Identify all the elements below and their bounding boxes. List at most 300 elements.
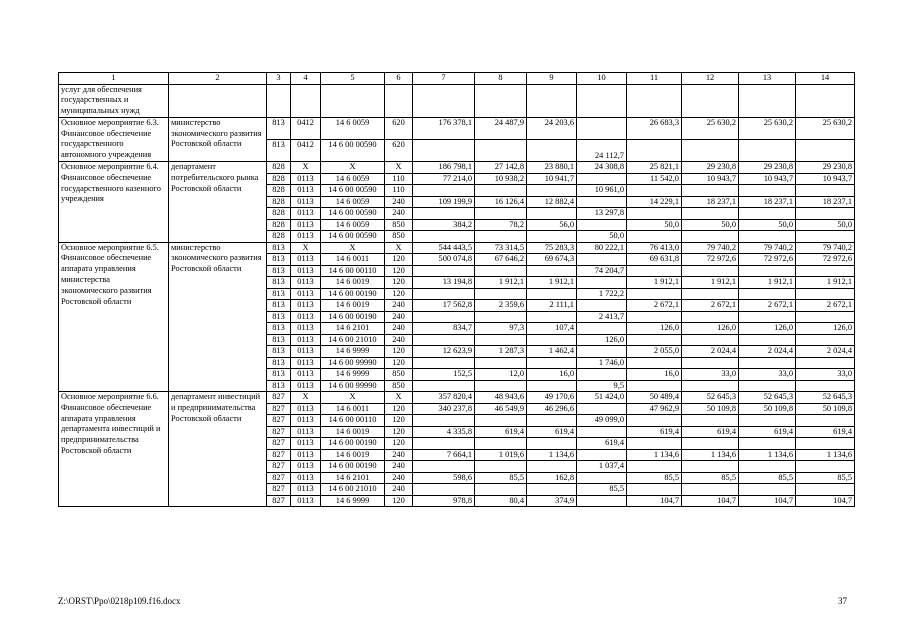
table-cell: 374,9 [527,495,577,507]
table-cell [627,311,682,323]
empty-cell [739,84,796,117]
table-cell: 85,5 [796,472,855,484]
table-cell [739,231,796,243]
table-cell: 51 424,0 [577,392,627,404]
table-cell: X [385,392,413,404]
table-cell: 14 6 00 99990 [321,380,385,392]
table-cell: 52 645,3 [682,392,739,404]
table-cell: 619,4 [527,426,577,438]
table-cell [796,357,855,369]
table-cell: 0113 [291,380,321,392]
table-cell: 850 [385,369,413,381]
column-number: 4 [291,73,321,85]
table-cell: 240 [385,196,413,208]
table-cell [682,415,739,427]
table-cell: 126,0 [682,323,739,335]
table-cell: 10 943,7 [796,173,855,185]
empty-cell [627,84,682,117]
table-cell [627,288,682,300]
table-cell [796,484,855,496]
table-cell: 52 645,3 [739,392,796,404]
table-cell [739,185,796,197]
table-cell [627,208,682,220]
table-cell: 620 [385,139,413,161]
responsible-executor: министерство экономического развития Ростовской области [169,242,267,392]
table-cell [627,415,682,427]
table-cell: 110 [385,173,413,185]
table-cell: 0113 [291,346,321,358]
table-cell [739,484,796,496]
empty-cell [413,84,475,117]
table-cell: 14 229,1 [627,196,682,208]
table-cell: 828 [267,208,291,220]
table-cell [627,461,682,473]
table-cell: 33,0 [682,369,739,381]
table-cell [682,484,739,496]
table-cell [475,265,527,277]
table-cell: 813 [267,277,291,289]
table-cell: 0113 [291,231,321,243]
table-cell: 10 938,2 [475,173,527,185]
table-cell: 2 672,1 [682,300,739,312]
table-cell: 827 [267,438,291,450]
table-cell [796,185,855,197]
table-cell [739,288,796,300]
table-cell: 85,5 [682,472,739,484]
table-cell: 0113 [291,173,321,185]
table-cell [413,380,475,392]
table-cell: 340 237,8 [413,403,475,415]
table-cell [475,334,527,346]
table-cell: 14 6 00 00190 [321,311,385,323]
table-cell: 0113 [291,415,321,427]
table-cell: 12 882,4 [527,196,577,208]
table-cell: 4 335,8 [413,426,475,438]
table-cell: 72 972,6 [739,254,796,266]
table-cell: 0113 [291,484,321,496]
table-cell: 120 [385,357,413,369]
table-cell: 813 [267,311,291,323]
table-cell: 0113 [291,196,321,208]
table-cell: 13 297,8 [577,208,627,220]
table-cell [577,300,627,312]
table-cell [796,139,855,161]
table-cell: 24 308,8 [577,162,627,174]
table-cell: 0113 [291,495,321,507]
table-cell [739,265,796,277]
table-cell: 813 [267,357,291,369]
table-cell: 2 111,1 [527,300,577,312]
table-cell [577,219,627,231]
table-cell: 24 203,6 [527,117,577,139]
table-cell: 11 542,0 [627,173,682,185]
table-cell: 813 [267,334,291,346]
table-cell: 75 283,3 [527,242,577,254]
column-number: 9 [527,73,577,85]
table-cell [796,415,855,427]
table-cell: 828 [267,219,291,231]
table-cell: 0113 [291,323,321,335]
table-cell: 14 6 00 00110 [321,265,385,277]
table-cell [796,311,855,323]
table-cell: 1 134,6 [796,449,855,461]
column-number: 3 [267,73,291,85]
table-cell: 107,4 [527,323,577,335]
table-cell: 813 [267,380,291,392]
column-number: 14 [796,73,855,85]
table-cell: 76 413,0 [627,242,682,254]
table-cell: 14 6 00 00590 [321,231,385,243]
table-cell: 620 [385,117,413,139]
table-cell [413,357,475,369]
column-number: 12 [682,73,739,85]
table-cell: 619,4 [796,426,855,438]
table-cell [796,380,855,392]
table-cell: 14 6 00 99990 [321,357,385,369]
table-cell: 26 683,3 [627,117,682,139]
table-cell: 80,4 [475,495,527,507]
table-cell: 14 6 00 00590 [321,185,385,197]
table-cell: 126,0 [739,323,796,335]
table-cell [475,185,527,197]
table-cell [577,277,627,289]
table-cell [413,139,475,161]
table-cell [739,461,796,473]
table-cell [577,426,627,438]
table-cell: 14 6 0019 [321,449,385,461]
table-cell [527,357,577,369]
table-cell: 152,5 [413,369,475,381]
table-cell: 813 [267,242,291,254]
table-cell [796,438,855,450]
column-number: 11 [627,73,682,85]
table-cell: 74 204,7 [577,265,627,277]
table-cell: 813 [267,117,291,139]
table-cell: 7 664,1 [413,449,475,461]
table-cell [475,484,527,496]
table-cell [527,484,577,496]
table-cell: 0113 [291,219,321,231]
table-cell [527,265,577,277]
table-cell [527,185,577,197]
empty-cell [385,84,413,117]
table-cell: 16,0 [527,369,577,381]
table-cell: 828 [267,162,291,174]
table-cell [413,484,475,496]
table-cell: 25 821,1 [627,162,682,174]
table-cell: 14 6 9999 [321,346,385,358]
empty-cell [475,84,527,117]
table-cell: 85,5 [577,484,627,496]
table-cell [527,231,577,243]
empty-cell [796,84,855,117]
table-cell [627,380,682,392]
table-cell [475,288,527,300]
table-cell: 1 134,6 [682,449,739,461]
table-cell: 72 972,6 [796,254,855,266]
table-cell [627,185,682,197]
table-cell: 120 [385,254,413,266]
table-cell: 0412 [291,117,321,139]
column-number: 13 [739,73,796,85]
table-cell: 79 740,2 [682,242,739,254]
table-cell: 14 6 9999 [321,495,385,507]
table-cell: 9,5 [577,380,627,392]
table-cell: 79 740,2 [739,242,796,254]
table-cell: 0113 [291,449,321,461]
table-cell: 50,0 [739,219,796,231]
table-cell: 85,5 [627,472,682,484]
column-number: 5 [321,73,385,85]
table-cell: 104,7 [796,495,855,507]
table-cell: 110 [385,185,413,197]
table-cell: 14 6 00 00190 [321,288,385,300]
table-cell [475,438,527,450]
table-cell: 0113 [291,357,321,369]
table-cell [413,415,475,427]
table-cell: 0113 [291,288,321,300]
table-cell [577,196,627,208]
table-cell [475,231,527,243]
table-cell [682,357,739,369]
table-cell [475,139,527,161]
table-cell [413,334,475,346]
table-cell [527,288,577,300]
table-row [59,242,855,254]
empty-cell [682,84,739,117]
table-cell: 97,3 [475,323,527,335]
table-cell [682,311,739,323]
table-cell: X [321,242,385,254]
footer-file-path: Z:\ORST\Ppo\0218p109.f16.docx [58,596,181,606]
table-cell: 23 880,1 [527,162,577,174]
table-cell: 240 [385,311,413,323]
table-cell [739,380,796,392]
table-cell: 25 630,2 [682,117,739,139]
table-cell: X [291,242,321,254]
empty-cell [527,84,577,117]
table-cell: 619,4 [739,426,796,438]
table-cell: 0113 [291,300,321,312]
table-cell [682,438,739,450]
table-cell: 16 126,4 [475,196,527,208]
table-cell: 2 024,4 [796,346,855,358]
table-cell: 120 [385,265,413,277]
table-cell: 0113 [291,254,321,266]
table-cell: 104,7 [682,495,739,507]
table-cell: 10 941,7 [527,173,577,185]
table-cell: 0113 [291,403,321,415]
table-cell: X [321,162,385,174]
table-row [59,162,855,174]
table-cell: 1 019,6 [475,449,527,461]
table-cell: 240 [385,334,413,346]
table-cell: 14 6 0019 [321,277,385,289]
table-cell: 16,0 [627,369,682,381]
table-cell: 120 [385,426,413,438]
table-cell: 1 746,0 [577,357,627,369]
table-cell: 52 645,3 [796,392,855,404]
table-cell: 2 672,1 [627,300,682,312]
budget-table [58,72,855,507]
column-number: 1 [59,73,169,85]
table-cell: 10 943,7 [739,173,796,185]
table-cell: X [291,162,321,174]
table-cell: 827 [267,484,291,496]
table-cell: 46 549,9 [475,403,527,415]
table-cell [413,288,475,300]
table-cell: 813 [267,323,291,335]
table-cell: 69 674,3 [527,254,577,266]
table-cell: 14 6 2101 [321,472,385,484]
table-cell: 813 [267,254,291,266]
table-cell: 46 296,6 [527,403,577,415]
table-cell: 29 230,8 [682,162,739,174]
table-cell [413,231,475,243]
table-cell [577,117,627,139]
table-cell: 24 112,7 [577,139,627,161]
table-cell: 104,7 [739,495,796,507]
table-cell [577,346,627,358]
table-cell: 619,4 [577,438,627,450]
table-cell: 240 [385,300,413,312]
table-cell [475,208,527,220]
table-cell [739,311,796,323]
table-cell [413,438,475,450]
table-cell: 47 962,9 [627,403,682,415]
table-cell: 12 623,9 [413,346,475,358]
table-cell: 14 6 0059 [321,117,385,139]
column-number: 8 [475,73,527,85]
table-cell: 2 672,1 [739,300,796,312]
table-cell: 240 [385,484,413,496]
table-cell [527,139,577,161]
table-cell: 1 134,6 [739,449,796,461]
table-cell: 978,8 [413,495,475,507]
table-cell: 29 230,8 [796,162,855,174]
table-cell: 126,0 [577,334,627,346]
table-cell [527,461,577,473]
table-cell [577,254,627,266]
table-cell: 544 443,5 [413,242,475,254]
table-cell: 77 214,0 [413,173,475,185]
table-cell: 827 [267,495,291,507]
table-cell [475,380,527,392]
empty-cell [291,84,321,117]
table-cell [527,415,577,427]
table-cell: 14 6 00 21010 [321,484,385,496]
table-cell [796,461,855,473]
responsible-executor: департамент инвестиций и предпринимательства Ростовской области [169,392,267,507]
measure-description: Основное мероприятие 6.3. Финансовое обеспечение государственного автономного учреждения [59,117,169,161]
table-cell: 176 378,1 [413,117,475,139]
table-cell: 50,0 [627,219,682,231]
measure-description: Основное мероприятие 6.5. Финансовое обеспечение аппарата управления министерства экономического развития Ростовской области [59,242,169,392]
table-cell: 357 820,4 [413,392,475,404]
table-cell: 1 912,1 [527,277,577,289]
column-number: 10 [577,73,627,85]
table-cell: 13 194,8 [413,277,475,289]
table-cell: 33,0 [796,369,855,381]
table-cell: 17 562,8 [413,300,475,312]
column-number: 2 [169,73,267,85]
table-cell: 14 6 0059 [321,173,385,185]
table-cell: 50,0 [796,219,855,231]
table-cell: 126,0 [627,323,682,335]
table-cell: 828 [267,231,291,243]
table-cell: 14 6 00 21010 [321,334,385,346]
table-cell: 120 [385,288,413,300]
table-cell: 240 [385,472,413,484]
table-cell [739,208,796,220]
table-cell: 0113 [291,461,321,473]
table-cell: 120 [385,277,413,289]
table-cell: 80 222,1 [577,242,627,254]
empty-cell [267,84,291,117]
table-cell: 834,7 [413,323,475,335]
continuation-row [59,84,855,117]
table-cell: 2 024,4 [739,346,796,358]
table-cell: 850 [385,231,413,243]
table-cell: 126,0 [796,323,855,335]
table-cell: 85,5 [739,472,796,484]
table-cell: 827 [267,403,291,415]
table-cell [739,357,796,369]
table-cell [682,461,739,473]
table-cell: 10 961,0 [577,185,627,197]
table-cell [577,173,627,185]
table-cell: 18 237,1 [739,196,796,208]
table-cell: 827 [267,426,291,438]
table-cell: 2 413,7 [577,311,627,323]
table-cell: 14 6 00 00110 [321,415,385,427]
table-cell [577,495,627,507]
table-cell [527,334,577,346]
table-cell [577,472,627,484]
table-cell: 73 314,5 [475,242,527,254]
table-cell: 33,0 [739,369,796,381]
footer-page-number: 37 [838,596,847,606]
table-cell: 14 6 0011 [321,254,385,266]
table-cell [682,208,739,220]
table-cell: 186 798,1 [413,162,475,174]
table-cell: 240 [385,449,413,461]
table-cell: 0113 [291,311,321,323]
table-cell: 0113 [291,334,321,346]
empty-cell [577,84,627,117]
table-cell [627,231,682,243]
table-cell: 78,2 [475,219,527,231]
table-cell: 0113 [291,438,321,450]
table-cell: 827 [267,392,291,404]
table-cell: 49 099,0 [577,415,627,427]
table-cell [627,265,682,277]
continuation-text: услуг для обеспечения государственных и муниципальных нужд [59,84,169,117]
table-cell: 1 912,1 [475,277,527,289]
table-cell [475,415,527,427]
table-cell: 384,2 [413,219,475,231]
table-cell: 69 631,8 [627,254,682,266]
table-cell [796,208,855,220]
table-cell: 1 037,4 [577,461,627,473]
table-cell [796,334,855,346]
table-cell: X [385,162,413,174]
table-cell: 1 912,1 [627,277,682,289]
table-cell: 1 134,6 [527,449,577,461]
table-cell: 1 912,1 [682,277,739,289]
table-cell [796,265,855,277]
table-cell [577,323,627,335]
